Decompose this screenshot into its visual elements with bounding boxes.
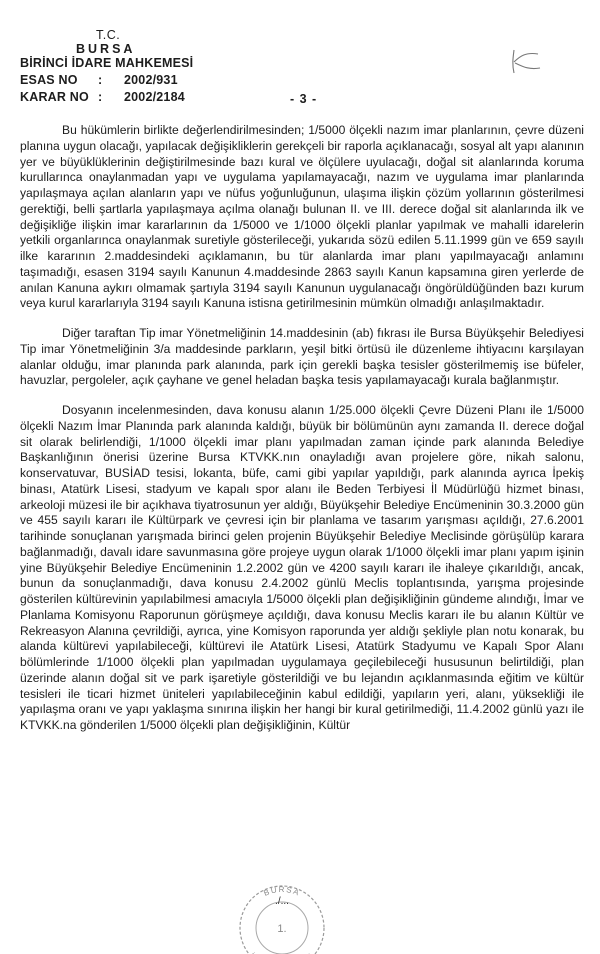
seal-center-text: 1. [277, 923, 287, 935]
karar-colon: : [98, 90, 103, 104]
karar-label: KARAR NO [20, 90, 89, 104]
paragraph-1: Bu hükümlerin birlikte değerlendirilmesinden; 1/5000 ölçekli nazım imar planlarının, çevre düzeni planına uygun olacağı, yapılacak değişikliklerin gerekçeli bir raporla açıklanacağı, sosyal alt yapı alanının yer ve büyüklüklerinin değiştirilmesinde bazı kural ve ölçülere uyulacağı, doğal sit alanlarında koruma kurullarınca onaylanmadan yapı ve uygulama yapılamayacağı, nazım ve uygulama imar planlarında yapılaşmaya açılan alanların yapı ve nüfus yoğunluğunun, ulaşıma ilişkin çözüm yollarının gösterilmesi gerektiği, belli şartlarla yapılaşmaya açılma olanağı bulunan II. ve III. derece doğal sit alanlarında ilk ve değişikliğe ilişkin imar kararlarının da 1/5000 ve 1/1000 ölçekli planlar yapılmak ve mahalli idarelerin yetkili organlarınca onaylanmak suretiyle gösterileceği, yukarıda sözü edilen 5.11.1999 gün ve 659 sayılı ilke kararının 2.maddesindeki açıklamanın, bu tür alanlarda imar planı yapılmayacağı anlamını taşımadığı, esasen 3194 sayılı Kanunun 4.maddesinde 2863 sayılı Kanun kapsamına giren yerlerde de anılan Kanuna aykırı olmamak şartıyla 3194 sayılı Kanunun uygulanacağı öngörüldüğünden bazı kurum veya kurul kararlarıyla 3194 sayılı Kanuna istisna getirilmesinin mümkün olmadığı anlaşılmaktadır. [20, 123, 584, 311]
esas-label: ESAS NO [20, 73, 78, 87]
document-body [20, 123, 584, 734]
court-name: BİRİNCİ İDARE MAHKEMESİ [20, 56, 194, 70]
page-number: - 3 - [290, 92, 318, 106]
esas-number: 2002/931 [124, 73, 178, 87]
karar-row [20, 89, 185, 105]
continuation-mark: ./... [275, 896, 289, 907]
esas-colon: : [98, 73, 103, 87]
header-tc: T.C. [96, 28, 121, 42]
esas-row [20, 72, 178, 88]
paragraph-2: Diğer taraftan Tip imar Yönetmeliğinin 14.maddesinin (ab) fıkrası ile Bursa Büyükşehir Belediyesi Tip imar Yönetmeliğinin 3/a maddesinde parkların, yeşil bitki örtüsü ile düzenleme ihtiyacını karşılayan alanlar olduğu, imar planında park alanında, park için gerekli başka tesisler gösterilmemiş ise büfeler, havuzlar, pergoleler, açık çayhane ve genel heladan başka tesis yapılamayacağı kurala bağlanmıştır. [20, 326, 584, 388]
karar-number: 2002/2184 [124, 90, 185, 104]
court-seal [232, 876, 332, 954]
paragraph-3: Dosyanın incelenmesinden, dava konusu alanın 1/25.000 ölçekli Çevre Düzeni Planı ile 1/5000 ölçekli Nazım İmar Planında park alanında kaldığı, büyük bir bölümünün aynı zamanda II. derece doğal sit olarak belirlendiği, 1/1000 ölçekli imar planı yapılmadan zaman içinde park alanında Belediye Başkanlığının önerisi üzerine Bursa KTVKK.nın onayladığı avan projelere göre, nikah salonu, konservatuvar, BUSİAD tesisi, lokanta, büfe, cami gibi yapılar yapıldığı, park alanında ayrıca İpekiş binası, Atatürk Lisesi, stadyum ve kapalı spor alanı ile Beden Terbiyesi İl Müdürlüğü hizmet binası, arkeoloji müzesi ile bir açıkhava tiyatrosunun yer aldığı, Büyükşehir Belediye Encümeninin 30.3.2000 gün ve 455 sayılı kararı ile Kültürpark ve çevresi için bir planlama ve tasarım yarışması açıldığı, 27.6.2001 tarihinde sonuçlanan yarışmada birinci gelen projenin Büyükşehir Belediye Meclisinde görüşülüp karara bağlanmadığı, davalı idare savunmasına göre projeye uygun olarak 1/1000 ölçekli imar planı yapım işinin yine Büyükşehir Belediye Encümeninin 1.2.2002 gün ve 4200 sayılı kararı ile ihaleye çıkarıldığı, ancak, bunun da sonuçlanmadığı, dava konusu 2.4.2002 günlü Meclis toplantısında, yarışma projesinde gösterilen kültürevinin yapılabilmesi amacıyla 1/5000 ölçekli plan değişikliğinin gündeme alındığı, İmar ve Planlama Komisyonu Raporunun görüşmeye açıldığı, dava konusu Meclis kararı ile bu alanın Kültür ve Rekreasyon Alanına çevrildiği, ayrıca, yine Komisyon raporunda yer aldığı şekliyle plan notu konarak, bu alanda kültürevi yapılabileceği, kültürevi ile Atatürk Lisesi, Atatürk Stadyumu ve Kapalı Spor Alanı bölümlerinde 1/1000 ölçekli plan yapılmadan uygulamaya geçilebileceği hususunun belirtildiği, plan üzerinde alanın doğal sit ve park işaretiyle gösterildiği ve bu lejandın açıklanmasında eğitim ve kültür tesisleri ile ticari hizmet üniteleri yapılabileceğinin kabul edildiği, yapıların yeri, alanı, yüksekliği ile yapılaşma oranı ve yapı yaklaşma sınırına ilişkin her hangi bir kural getirilmediği, 11.4.2002 günlü yazı ile KTVKK.na gönderilen 1/5000 ölçekli plan değişikliğinin, Kültür [20, 403, 584, 732]
seal-top-text: BURSA [262, 884, 302, 898]
header-city: BURSA [76, 42, 136, 56]
handwritten-mark [508, 46, 544, 76]
